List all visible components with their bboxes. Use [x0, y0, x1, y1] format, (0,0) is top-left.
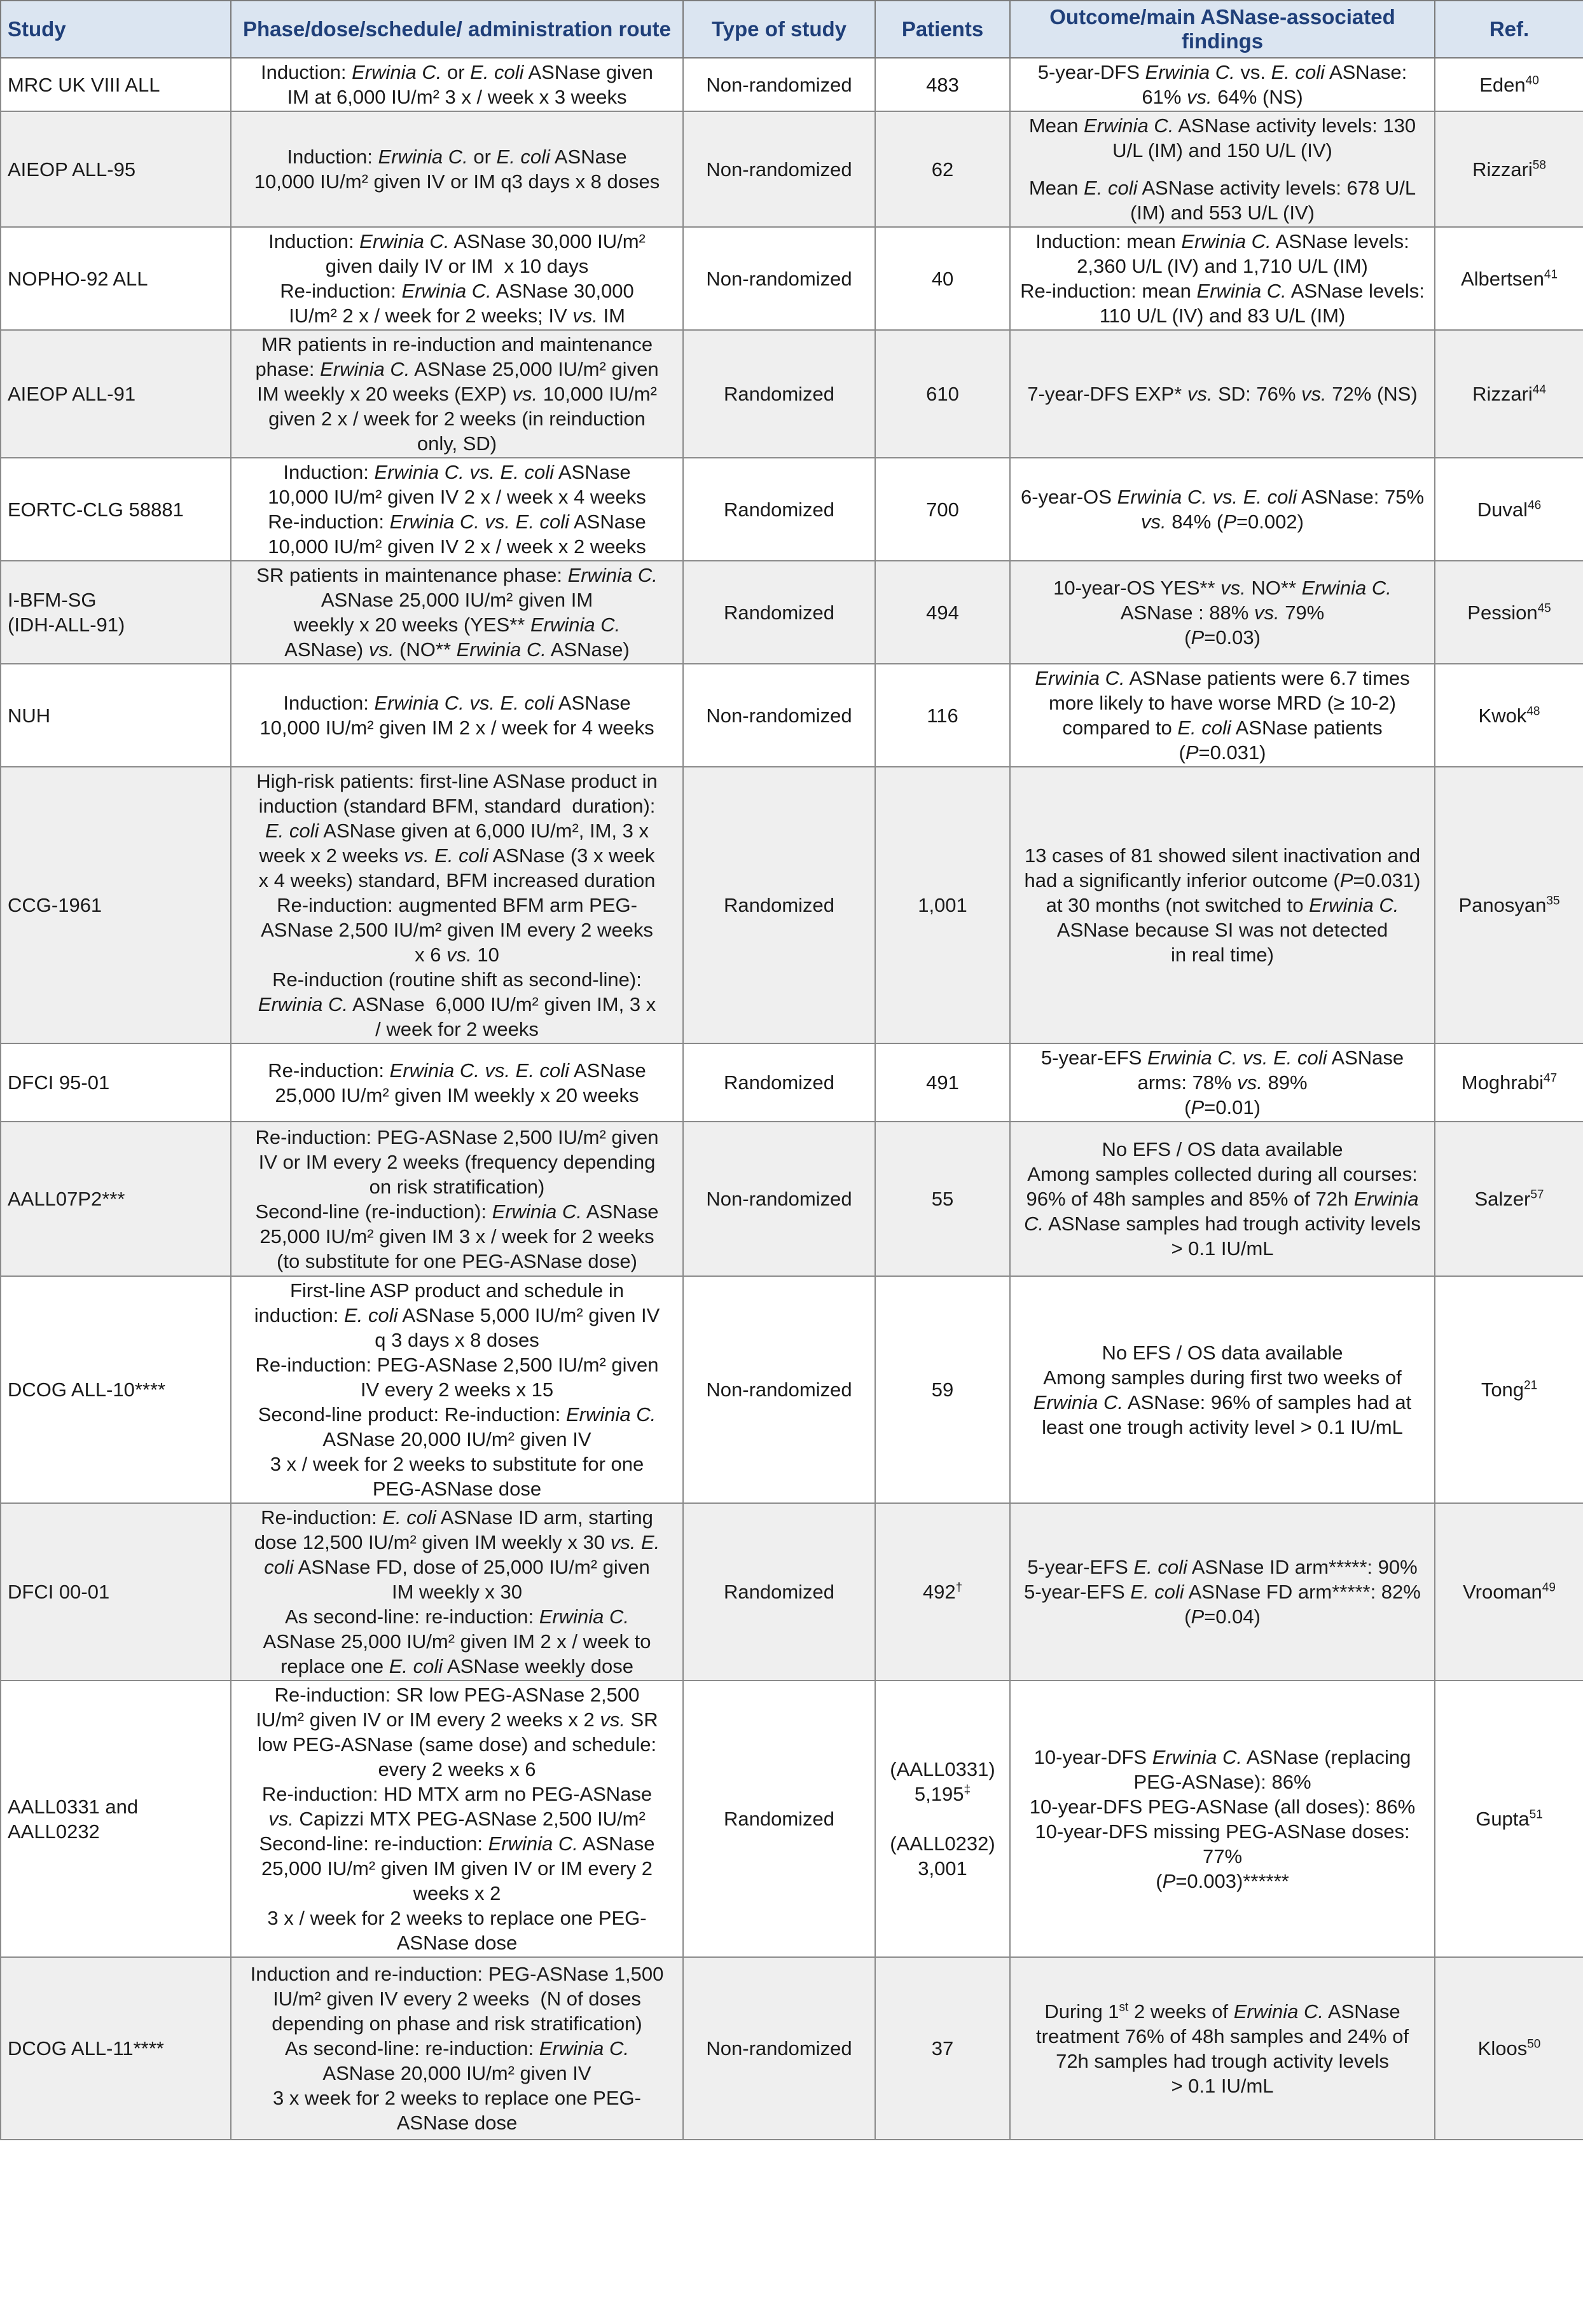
- ref-cell: Rizzari$^{58}$: [1435, 111, 1583, 227]
- patients-cell: 492†: [875, 1503, 1010, 1681]
- header-outcome: Outcome/main ASNase-associated findings: [1010, 1, 1435, 58]
- patients-cell: 494: [875, 561, 1010, 664]
- outcome-cell: During 1st 2 weeks of Erwinia C. ASNase treatment 76% of 48h samples and 24% of 72h samples had trough activity levels > 0.1 IU/mL: [1010, 1957, 1435, 2140]
- ref-cell: Kloos$^{50}$: [1435, 1957, 1583, 2140]
- type-cell: Randomized: [683, 561, 875, 664]
- type-cell: Non-randomized: [683, 58, 875, 111]
- ref-cell: Rizzari$^{44}$: [1435, 330, 1583, 458]
- outcome-cell: No EFS / OS data available Among samples collected during all courses: 96% of 48h samples and 85% of 72h Erwinia C. ASNase samples had trough activity levels > 0.1 IU/mL: [1010, 1122, 1435, 1276]
- phase-cell: Induction: Erwinia C. ASNase 30,000 IU/m² given daily IV or IM x 10 days Re-induction: Erwinia C. ASNase 30,000 IU/m² 2 x / week for 2 weeks; IV vs. IM: [231, 227, 683, 330]
- ref-cell: Kwok$^{48}$: [1435, 664, 1583, 767]
- patients-cell: 40: [875, 227, 1010, 330]
- ref-cell: Duval$^{46}$: [1435, 458, 1583, 561]
- phase-cell: MR patients in re-induction and maintenance phase: Erwinia C. ASNase 25,000 IU/m² given IM weekly x 20 weeks (EXP) vs. 10,000 IU/m² given 2 x / week for 2 weeks (in reinduction only, SD): [231, 330, 683, 458]
- study-cell: AIEOP ALL-95: [1, 111, 231, 227]
- patients-cell: 55: [875, 1122, 1010, 1276]
- phase-cell: Re-induction: E. coli ASNase ID arm, starting dose 12,500 IU/m² given IM weekly x 30 vs. E. coli ASNase FD, dose of 25,000 IU/m² given IM weekly x 30 As second-line: re-induction: Erwinia C. ASNase 25,000 IU/m² given IM 2 x / week to replace one E. coli ASNase weekly dose: [231, 1503, 683, 1681]
- type-cell: Randomized: [683, 767, 875, 1043]
- outcome-cell: Induction: mean Erwinia C. ASNase levels: 2,360 U/L (IV) and 1,710 U/L (IM) Re-induction: mean Erwinia C. ASNase levels: 110 U/L (IV) and 83 U/L (IM): [1010, 227, 1435, 330]
- phase-cell: Induction: Erwinia C. or E. coli ASNase 10,000 IU/m² given IV or IM q3 days x 8 doses: [231, 111, 683, 227]
- ref-cell: Moghrabi$^{47}$: [1435, 1043, 1583, 1122]
- type-cell: Non-randomized: [683, 227, 875, 330]
- study-cell: DFCI 95-01: [1, 1043, 231, 1122]
- study-cell: EORTC-CLG 58881: [1, 458, 231, 561]
- type-cell: Randomized: [683, 1503, 875, 1681]
- header-patients: Patients: [875, 1, 1010, 58]
- type-cell: Randomized: [683, 1681, 875, 1957]
- phase-cell: Re-induction: PEG-ASNase 2,500 IU/m² given IV or IM every 2 weeks (frequency depending on risk stratification) Second-line (re-induction): Erwinia C. ASNase 25,000 IU/m² given IM 3 x / week for 2 weeks (to substitute for one PEG-ASNase dose): [231, 1122, 683, 1276]
- study-cell: NUH: [1, 664, 231, 767]
- outcome-cell: 7-year-DFS EXP* vs. SD: 76% vs. 72% (NS): [1010, 330, 1435, 458]
- table-row: [1, 330, 1583, 458]
- outcome-cell: No EFS / OS data available Among samples during first two weeks of Erwinia C. ASNase: 96% of samples had at least one trough activity level > 0.1 IU/mL: [1010, 1276, 1435, 1503]
- patients-cell: 62: [875, 111, 1010, 227]
- type-cell: Randomized: [683, 1043, 875, 1122]
- study-cell: AIEOP ALL-91: [1, 330, 231, 458]
- outcome-cell: 5-year-EFS E. coli ASNase ID arm*****: 90% 5-year-EFS E. coli ASNase FD arm*****: 82% (P=0.04): [1010, 1503, 1435, 1681]
- table-row: [1, 1957, 1583, 2140]
- patients-cell: 610: [875, 330, 1010, 458]
- ref-cell: Vrooman$^{49}$: [1435, 1503, 1583, 1681]
- phase-cell: Induction: Erwinia C. vs. E. coli ASNase 10,000 IU/m² given IM 2 x / week for 4 weeks: [231, 664, 683, 767]
- patients-cell: 483: [875, 58, 1010, 111]
- outcome-cell: 5-year-EFS Erwinia C. vs. E. coli ASNase arms: 78% vs. 89% (P=0.01): [1010, 1043, 1435, 1122]
- type-cell: Non-randomized: [683, 111, 875, 227]
- type-cell: Non-randomized: [683, 664, 875, 767]
- study-cell: NOPHO-92 ALL: [1, 227, 231, 330]
- outcome-cell: 10-year-OS YES** vs. NO** Erwinia C. ASNase : 88% vs. 79% (P=0.03): [1010, 561, 1435, 664]
- header-type: Type of study: [683, 1, 875, 58]
- table-row: [1, 1503, 1583, 1681]
- phase-cell: Re-induction: Erwinia C. vs. E. coli ASNase 25,000 IU/m² given IM weekly x 20 weeks: [231, 1043, 683, 1122]
- phase-cell: Induction: Erwinia C. or E. coli ASNase given IM at 6,000 IU/m² 3 x / week x 3 weeks: [231, 58, 683, 111]
- table-row: [1, 1276, 1583, 1503]
- phase-cell: Re-induction: SR low PEG-ASNase 2,500 IU/m² given IV or IM every 2 weeks x 2 vs. SR low PEG-ASNase (same dose) and schedule: every 2 weeks x 6 Re-induction: HD MTX arm no PEG-ASNase vs. Capizzi MTX PEG-ASNase 2,500 IU/m² Second-line: re-induction: Erwinia C. ASNase 25,000 IU/m² given IM given IV or IM every 2 weeks x 2 3 x / week for 2 weeks to replace one PEG- ASNase dose: [231, 1681, 683, 1957]
- study-cell: DFCI 00-01: [1, 1503, 231, 1681]
- outcome-cell: 5-year-DFS Erwinia C. vs. E. coli ASNase: 61% vs. 64% (NS): [1010, 58, 1435, 111]
- table-body: [1, 58, 1583, 2140]
- type-cell: Randomized: [683, 458, 875, 561]
- table-row: [1, 58, 1583, 111]
- type-cell: Randomized: [683, 330, 875, 458]
- patients-cell: (AALL0331) 5,195‡ (AALL0232) 3,001: [875, 1681, 1010, 1957]
- table-row: [1, 111, 1583, 227]
- header-phase: Phase/dose/schedule/ administration route: [231, 1, 683, 58]
- table-row: [1, 1122, 1583, 1276]
- patients-cell: 116: [875, 664, 1010, 767]
- phase-cell: Induction and re-induction: PEG-ASNase 1,500 IU/m² given IV every 2 weeks (N of doses depending on phase and risk stratification) As second-line: re-induction: Erwinia C. ASNase 20,000 IU/m² given IV 3 x week for 2 weeks to replace one PEG- ASNase dose: [231, 1957, 683, 2140]
- ref-cell: Albertsen$^{41}$: [1435, 227, 1583, 330]
- outcome-cell: Mean Erwinia C. ASNase activity levels: 130 U/L (IM) and 150 U/L (IV) Mean E. coli ASNase activity levels: 678 U/L (IM) and 553 U/L (IV): [1010, 111, 1435, 227]
- outcome-cell: 10-year-DFS Erwinia C. ASNase (replacing PEG-ASNase): 86% 10-year-DFS PEG-ASNase (all doses): 86% 10-year-DFS missing PEG-ASNase doses: 77% (P=0.003)******: [1010, 1681, 1435, 1957]
- phase-cell: First-line ASP product and schedule in induction: E. coli ASNase 5,000 IU/m² given IV q 3 days x 8 doses Re-induction: PEG-ASNase 2,500 IU/m² given IV every 2 weeks x 15 Second-line product: Re-induction: Erwinia C. ASNase 20,000 IU/m² given IV 3 x / week for 2 weeks to substitute for one PEG-ASNase dose: [231, 1276, 683, 1503]
- study-cell: CCG-1961: [1, 767, 231, 1043]
- phase-cell: High-risk patients: first-line ASNase product in induction (standard BFM, standard duration): E. coli ASNase given at 6,000 IU/m², IM, 3 x week x 2 weeks vs. E. coli ASNase (3 x week x 4 weeks) standard, BFM increased duration Re-induction: augmented BFM arm PEG- ASNase 2,500 IU/m² given IM every 2 weeks x 6 vs. 10 Re-induction (routine shift as second-line): Erwinia C. ASNase 6,000 IU/m² given IM, 3 x / week for 2 weeks: [231, 767, 683, 1043]
- ref-cell: Eden$^{40}$: [1435, 58, 1583, 111]
- study-cell: DCOG ALL-10****: [1, 1276, 231, 1503]
- ref-cell: Gupta$^{51}$: [1435, 1681, 1583, 1957]
- outcome-cell: 13 cases of 81 showed silent inactivation and had a significantly inferior outcome (P=0.031) at 30 months (not switched to Erwinia C. ASNase because SI was not detected in real time): [1010, 767, 1435, 1043]
- patients-cell: 1,001: [875, 767, 1010, 1043]
- type-cell: Non-randomized: [683, 1276, 875, 1503]
- outcome-cell: 6-year-OS Erwinia C. vs. E. coli ASNase: 75% vs. 84% (P=0.002): [1010, 458, 1435, 561]
- header-row: [1, 1, 1583, 58]
- phase-cell: Induction: Erwinia C. vs. E. coli ASNase 10,000 IU/m² given IV 2 x / week x 4 weeks Re-induction: Erwinia C. vs. E. coli ASNase 10,000 IU/m² given IV 2 x / week x 2 weeks: [231, 458, 683, 561]
- study-cell: MRC UK VIII ALL: [1, 58, 231, 111]
- header-study: Study: [1, 1, 231, 58]
- type-cell: Non-randomized: [683, 1122, 875, 1276]
- table-row: [1, 1043, 1583, 1122]
- ref-cell: Panosyan$^{35}$: [1435, 767, 1583, 1043]
- table-row: [1, 767, 1583, 1043]
- table-row: [1, 1681, 1583, 1957]
- phase-cell: SR patients in maintenance phase: Erwinia C. ASNase 25,000 IU/m² given IM weekly x 20 weeks (YES** Erwinia C. ASNase) vs. (NO** Erwinia C. ASNase): [231, 561, 683, 664]
- table-row: [1, 227, 1583, 330]
- type-cell: Non-randomized: [683, 1957, 875, 2140]
- study-cell: AALL07P2***: [1, 1122, 231, 1276]
- patients-cell: 700: [875, 458, 1010, 561]
- patients-cell: 491: [875, 1043, 1010, 1122]
- patients-cell: 37: [875, 1957, 1010, 2140]
- table-row: [1, 458, 1583, 561]
- study-cell: AALL0331 and AALL0232: [1, 1681, 231, 1957]
- header-ref: Ref.: [1435, 1, 1583, 58]
- study-cell: I-BFM-SG (IDH-ALL-91): [1, 561, 231, 664]
- outcome-cell: Erwinia C. ASNase patients were 6.7 times more likely to have worse MRD (≥ 10-2) compared to E. coli ASNase patients (P=0.031): [1010, 664, 1435, 767]
- ref-cell: Pession$^{45}$: [1435, 561, 1583, 664]
- table-row: [1, 664, 1583, 767]
- patients-cell: 59: [875, 1276, 1010, 1503]
- study-cell: DCOG ALL-11****: [1, 1957, 231, 2140]
- ref-cell: Salzer$^{57}$: [1435, 1122, 1583, 1276]
- table-row: [1, 561, 1583, 664]
- ref-cell: Tong$^{21}$: [1435, 1276, 1583, 1503]
